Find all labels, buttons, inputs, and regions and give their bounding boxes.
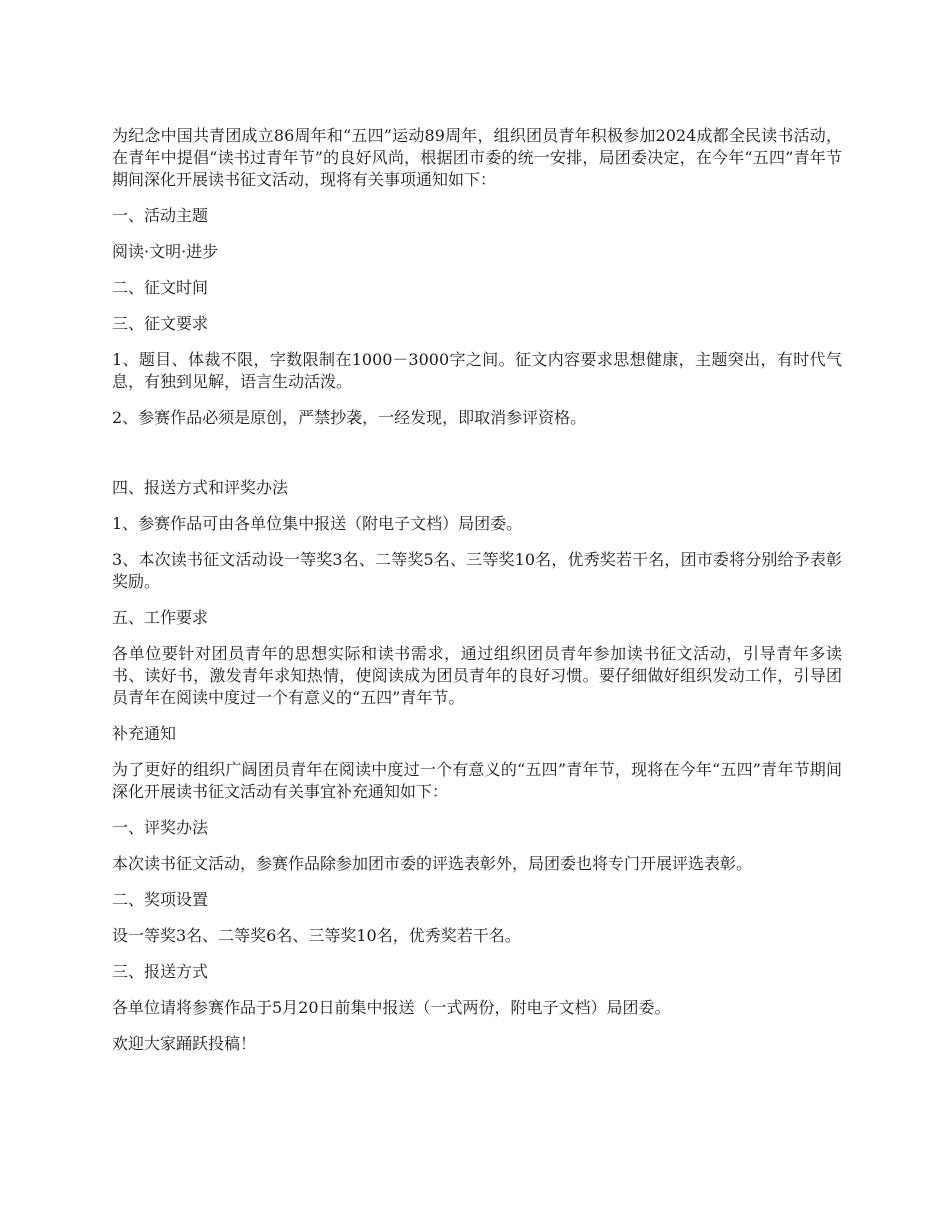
supplement-prizes-text: 设一等奖3名、二等奖6名、三等奖10名，优秀奖若干名。 bbox=[112, 926, 521, 945]
supplement-heading-submission: 三、报送方式 bbox=[112, 962, 209, 981]
supplement-submission-text: 各单位请将参赛作品于5月20日前集中报送（一式两份，附电子文档）局团委。 bbox=[112, 998, 671, 1017]
section-heading-theme: 一、活动主题 bbox=[112, 206, 209, 225]
submission-item-1: 1、参赛作品可由各单位集中报送（附电子文档）局团委。 bbox=[112, 514, 523, 533]
requirement-item-2: 2、参赛作品必须是原创，严禁抄袭，一经发现，即取消参评资格。 bbox=[112, 408, 587, 427]
section-heading-submission: 四、报送方式和评奖办法 bbox=[112, 478, 289, 497]
supplement-heading-prizes: 二、奖项设置 bbox=[112, 890, 209, 909]
document-body bbox=[112, 125, 842, 1069]
theme-text: 阅读·文明·进步 bbox=[112, 242, 219, 261]
spacer bbox=[112, 443, 842, 477]
section-heading-time: 二、征文时间 bbox=[112, 278, 209, 297]
intro-paragraph: 为纪念中国共青团成立86周年和“五四”运动89周年，组织团员青年积极参加2024成都全民读书活动，在青年中提倡“读书过青年节”的良好风尚，根据团市委的统一安排，局团委决定，在今年“五四”青年节期间深化开展读书征文活动，现将有关事项通知如下： bbox=[112, 126, 842, 189]
section-heading-requirements: 三、征文要求 bbox=[112, 314, 209, 333]
section-heading-work: 五、工作要求 bbox=[112, 608, 209, 627]
supplement-intro: 为了更好的组织广阔团员青年在阅读中度过一个有意义的“五四”青年节，现将在今年“五四”青年节期间深化开展读书征文活动有关事宜补充通知如下： bbox=[112, 760, 842, 801]
submission-item-3: 3、本次读书征文活动设一等奖3名、二等奖5名、三等奖10名，优秀奖若干名，团市委将分别给予表彰奖励。 bbox=[112, 550, 842, 591]
supplement-heading: 补充通知 bbox=[112, 724, 177, 743]
work-requirements-text: 各单位要针对团员青年的思想实际和读书需求，通过组织团员青年参加读书征文活动，引导青年多读书、读好书，激发青年求知热情，使阅读成为团员青年的良好习惯。要仔细做好组织发动工作，引导团员青年在阅读中度过一个有意义的“五四”青年节。 bbox=[112, 644, 842, 707]
supplement-heading-awards: 一、评奖办法 bbox=[112, 818, 209, 837]
requirement-item-1: 1、题目、体裁不限，字数限制在1000－3000字之间。征文内容要求思想健康，主题突出，有时代气息，有独到见解，语言生动活泼。 bbox=[112, 350, 842, 391]
closing-line: 欢迎大家踊跃投稿！ bbox=[112, 1034, 257, 1053]
supplement-awards-text: 本次读书征文活动，参赛作品除参加团市委的评选表彰外，局团委也将专门开展评选表彰。 bbox=[112, 854, 753, 873]
